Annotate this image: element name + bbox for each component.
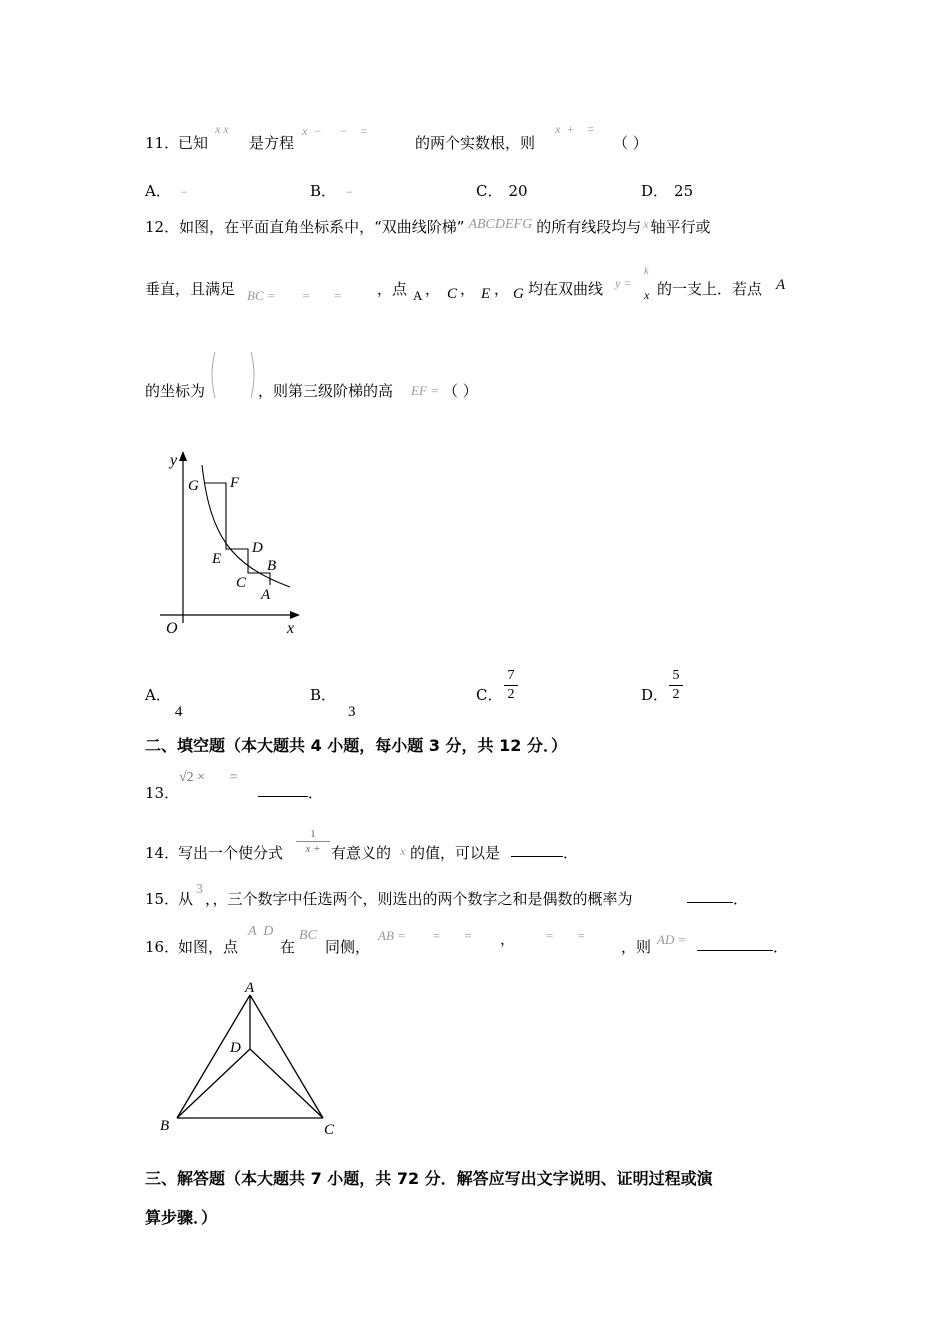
point-c-label: C [236, 575, 247, 591]
q16-line: 16． 如图，点 A D 在 BC 同侧， AB = = = ， = = ，则 AD = ． [145, 924, 789, 956]
q12-option-d: D． [641, 686, 669, 704]
point-a-label: A [261, 587, 271, 603]
point-e-label: E [212, 551, 222, 567]
q12-number: 12． [145, 218, 180, 236]
q12-option-d-fraction: 5 2 [669, 668, 683, 703]
q12-line1: 12．如图，在平面直角坐标系中，“双曲线阶梯” ABCDEFG 的所有线段均与 $^x$ 轴平行或 [145, 217, 711, 236]
q12-coordinate-paren [209, 350, 257, 400]
section-3-heading-line2: 算步骤．） [145, 1208, 218, 1227]
q11-math-equation: x − − = [302, 124, 368, 138]
q16-answer-blank[interactable] [697, 936, 773, 951]
q12-line2: 垂直，且满足 BC = = = ，点 A ， C ， E ， G 均在双曲线 y = k x 的一支上．若点 A [145, 266, 786, 303]
axis-y-label: y [170, 452, 178, 469]
q12-math-bc: BC = = = [247, 288, 342, 303]
q12-option-b: B．3 [310, 686, 356, 720]
point-d-label: D [252, 540, 263, 556]
q16-point-b: B [160, 1118, 170, 1134]
q11-text: 的两个实数根，则 [415, 134, 536, 152]
q12-math-ladder: ABCDEFG [468, 217, 533, 232]
q15-line: 15． 从 3 ，，三个数字中任选两个，则选出的两个数字之和是偶数的概率为 ． [145, 882, 749, 908]
q11-option-c: C． 20 [476, 182, 528, 200]
axis-x-label: x [287, 620, 295, 637]
point-g-label: G [188, 478, 199, 494]
origin-label: O [166, 620, 178, 637]
q12-math-ef: EF = [411, 383, 439, 398]
q11-math-roots: x x [215, 122, 229, 136]
q11-math-expression: x + = [555, 122, 595, 136]
q16-triangle-figure [150, 975, 350, 1135]
q13-answer-blank[interactable] [258, 782, 308, 797]
q16-point-c: C [324, 1122, 335, 1135]
q11-option-d: D． 25 [641, 182, 694, 200]
q14-line: 14． 写出一个使分式 1 x + 有意义的 x 的值，可以是 ． [145, 828, 579, 862]
q14-answer-blank[interactable] [511, 842, 563, 857]
point-f-label: F [230, 475, 240, 491]
q16-point-a: A [245, 980, 255, 996]
point-b-label: B [267, 558, 277, 574]
q12-math-hyperbola: y = [615, 276, 632, 290]
q14-fraction: 1 x + [296, 828, 330, 855]
q11-option-b: B． − [310, 182, 353, 200]
q11-option-a: A． − [145, 182, 188, 200]
q12-line3: 的坐标为 ，则第三级阶梯的高 EF = （ ） [145, 380, 545, 410]
q15-answer-blank[interactable] [687, 888, 733, 903]
q11-number: 11． [145, 134, 180, 152]
q13-line: 13． √2 × = ． [145, 770, 324, 802]
q12-option-a: A．4 [145, 686, 183, 720]
q16-point-d: D [230, 1040, 241, 1056]
q13-math: √2 × = [179, 770, 238, 785]
section-2-heading: 二、填空题（本大题共 4 小题，每小题 3 分，共 12 分．） [145, 736, 567, 755]
q12-option-c: C． [476, 686, 503, 704]
q12-staircase-figure [150, 445, 320, 645]
q11-text: 是方程 [249, 134, 295, 152]
q11-text: 已知 [178, 134, 209, 152]
section-3-heading-line1: 三、解答题（本大题共 7 小题，共 72 分．解答应写出文字说明、证明过程或演 [145, 1169, 713, 1188]
q12-option-c-fraction: 7 2 [504, 668, 518, 703]
q11-answer-paren: （ ） [613, 134, 648, 152]
